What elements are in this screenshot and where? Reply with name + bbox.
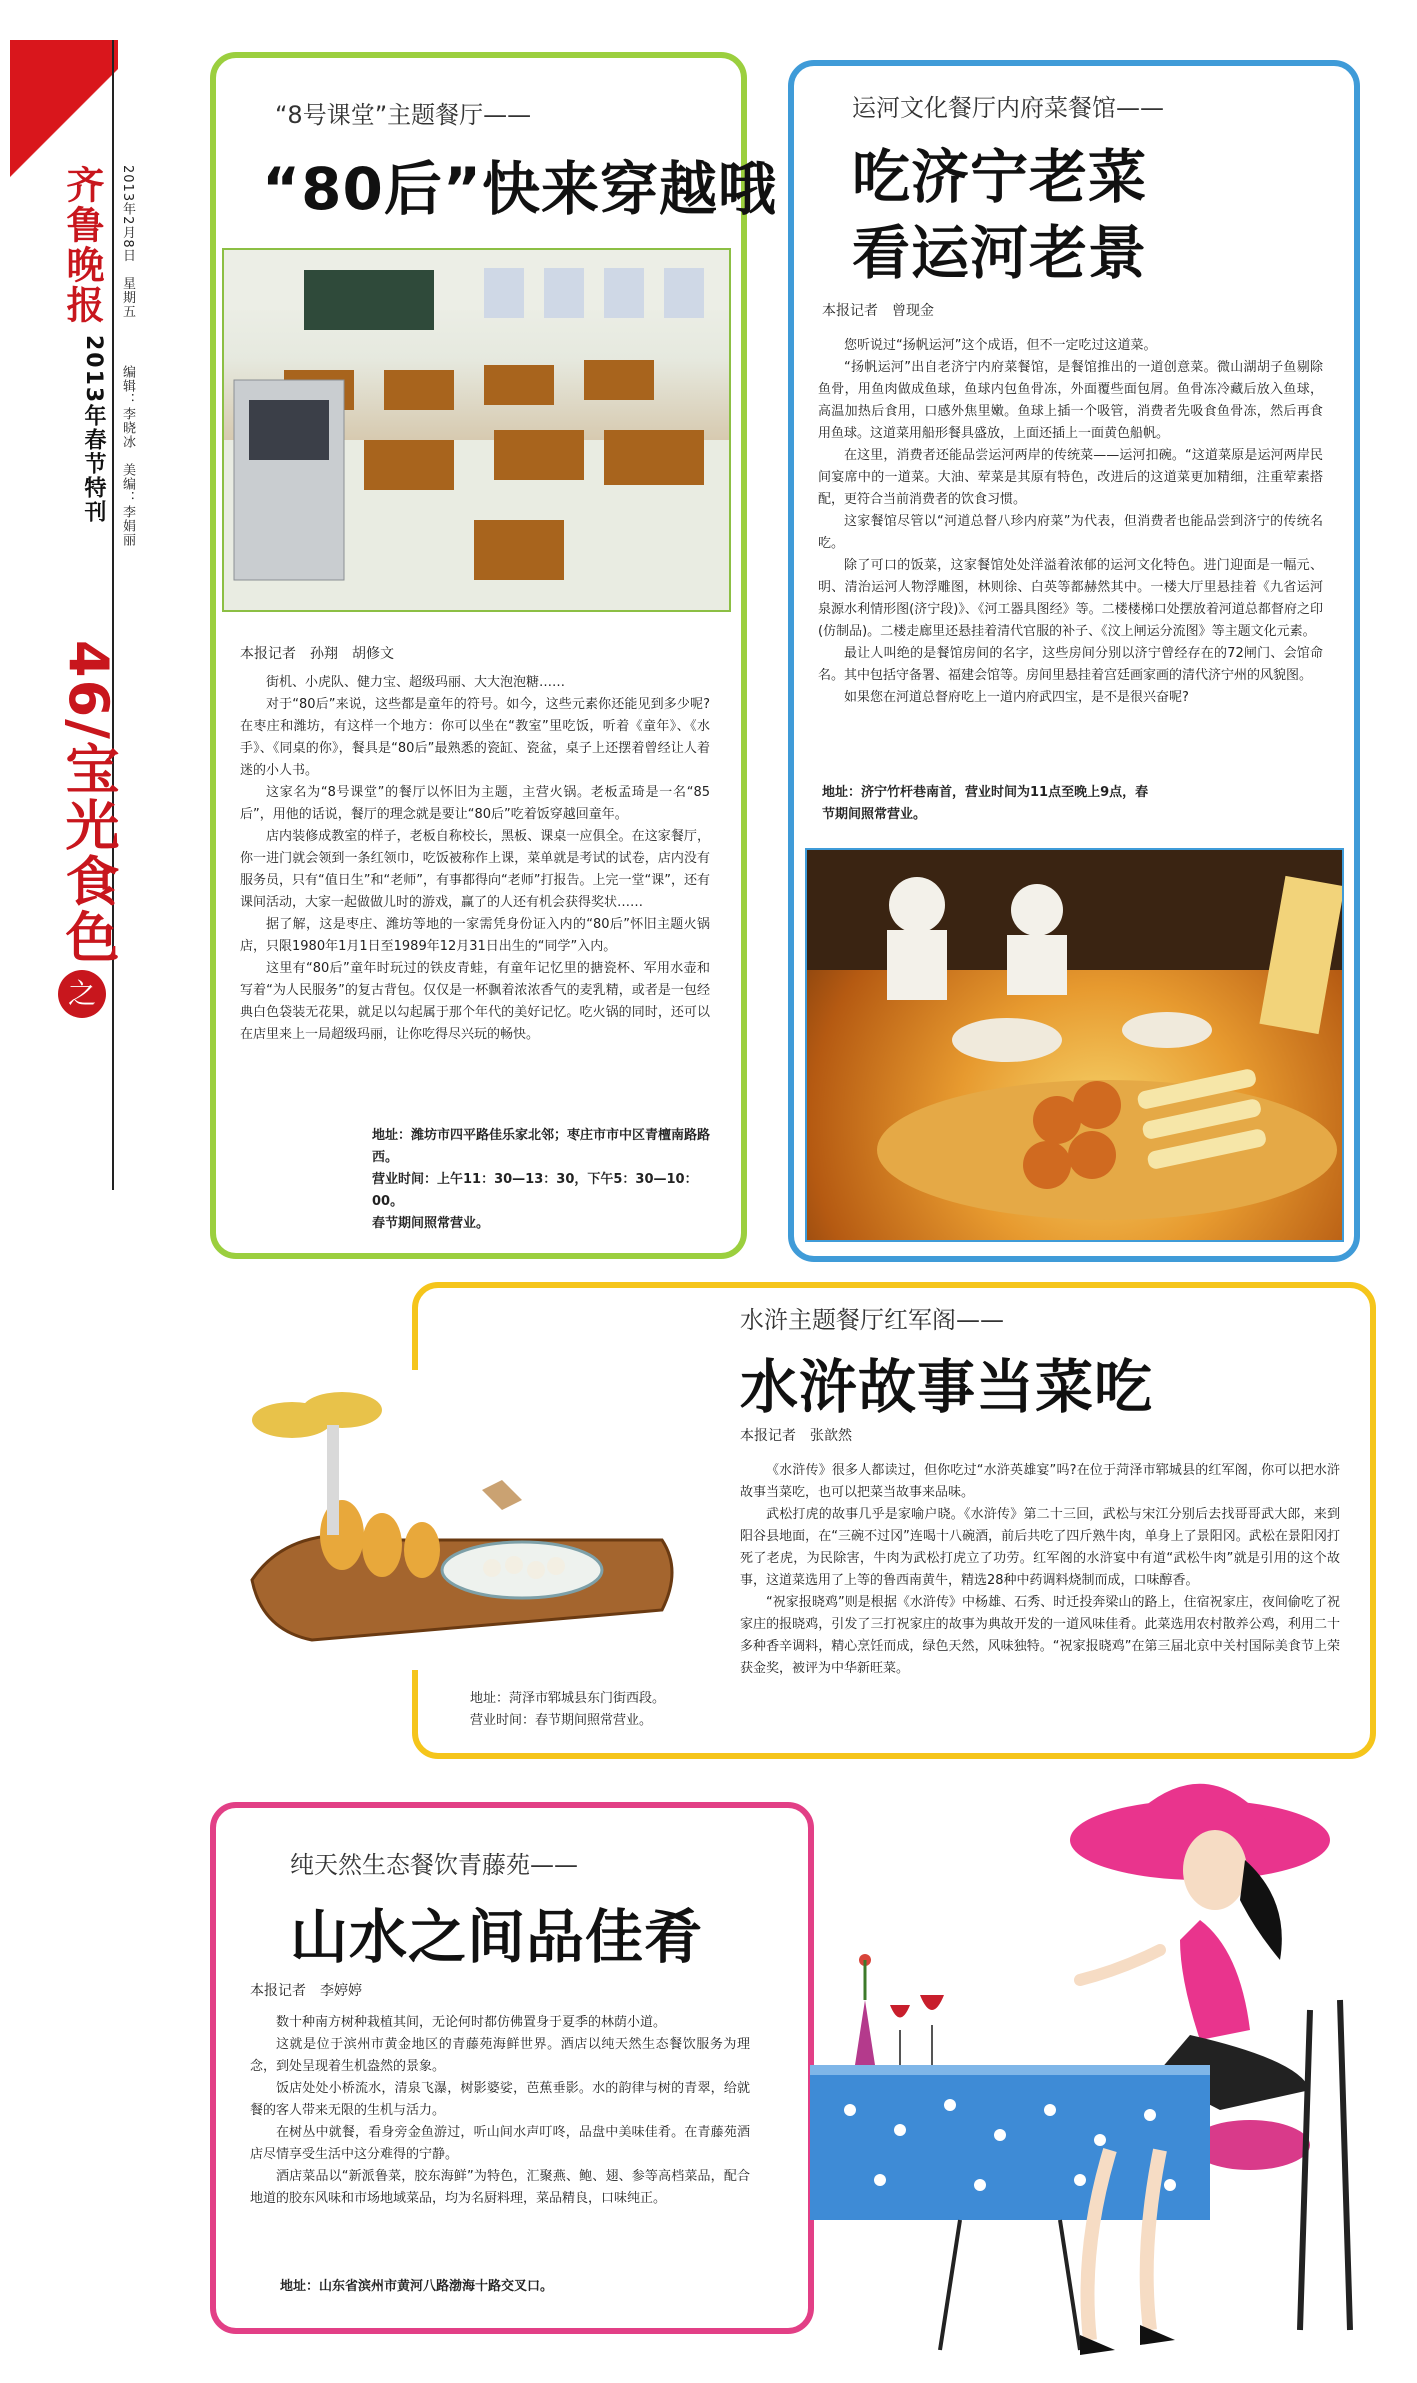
article1-kicker: “8号课堂”主题餐厅—— bbox=[275, 101, 532, 129]
page-section-title: 46/宝光食色 bbox=[57, 640, 120, 965]
article2-byline: 本报记者 曾现金 bbox=[822, 303, 934, 319]
article1-body: 街机、小虎队、健力宝、超级玛丽、大大泡泡糖…… 对于“80后”来说，这些都是童年的符号。如今，这些元素你还能见到多少呢?在枣庄和潍坊，有这样一个地方：你可以坐在“教室”里吃饭，听着《童年》、《水手》、《同桌的你》，餐具是“80后”最熟悉的瓷缸、瓷盆，桌子上还摆着曾经让人着迷的小人书。 这家名为“8号课堂”的餐厅以怀旧为主题，主营火锅。老板孟琦是一名“85后”，用他的话说，餐厅的理念就是要让“80后”吃着饭穿越回童年。 店内装修成教室的样子，老板自称校长，黑板、课桌一应俱全。在这家餐厅，你一进门就会领到一条红领巾，吃饭被称作上课，菜单就是考试的试卷，店内没有服务员，只有“值日生”和“老师”，有事都得向“老师”打报告。上完一堂“课”，还有课间活动，大家一起做做儿时的游戏，赢了的人还有机会获得奖状…… 据了解，这是枣庄、潍坊等地的一家需凭身份证入内的“80后”怀旧主题火锅店，只限1980年1月1日至1989年12月31日出生的“同学”入内。 这里有“80后”童年时玩过的铁皮青蛙，有童年记忆里的搪瓷杯、军用水壶和写着“为人民服务”的复古背包。仅仅是一杯飘着浓浓香气的麦乳精，或者是一包经典白色袋装无花果，就足以勾起属于那个年代的美好记忆。吃火锅的同时，还可以在店里来上一局超级玛丽，让你吃得尽兴玩的畅快。 bbox=[240, 675, 710, 1042]
corner-red-banner bbox=[10, 40, 118, 180]
article2-headline-line1: 吃济宁老菜 bbox=[852, 143, 1148, 211]
article1-byline: 本报记者 孙翔 胡修文 bbox=[240, 646, 394, 662]
article2-address: 地址：济宁竹杆巷南首，营业时间为11点至晚上9点，春节期间照常营业。 bbox=[822, 785, 1149, 822]
article2-headline-line2: 看运河老景 bbox=[852, 219, 1148, 287]
rail-divider bbox=[112, 40, 114, 1190]
article4-address: 地址：山东省滨州市黄河八路渤海十路交叉口。 bbox=[280, 2279, 554, 2294]
article3-headline: 水浒故事当菜吃 bbox=[740, 1353, 1154, 1421]
article3-byline: 本报记者 张歆然 bbox=[740, 1428, 852, 1444]
staff-credits: 编辑：李晓冰 美编：李娟丽 bbox=[120, 365, 135, 547]
article1-headline: “80后”快来穿越哦 bbox=[262, 155, 777, 223]
special-edition-title: 2013年春节特刊 bbox=[81, 335, 106, 525]
canal-dishes-photo bbox=[805, 848, 1344, 1242]
dining-woman-illustration bbox=[780, 1730, 1400, 2370]
woman-table-drawing bbox=[780, 1730, 1400, 2370]
issue-date: 2013年2月8日 星期五 bbox=[120, 165, 135, 319]
masthead-logo: 齐鲁晚报 bbox=[60, 165, 105, 325]
article3-kicker: 水浒主题餐厅红军阁—— bbox=[740, 1306, 1004, 1334]
water-margin-dish-photo bbox=[232, 1370, 687, 1670]
article3-body: 《水浒传》很多人都读过，但你吃过“水浒英雄宴”吗?在位于菏泽市郓城县的红军阁，你可以把水浒故事当菜吃，也可以把菜当故事来品味。 武松打虎的故事几乎是家喻户晓。《水浒传》第二十三回，武松与宋江分别后去找哥哥武大郎，来到阳谷县地面，在“三碗不过冈”连喝十八碗酒，前后共吃了四斤熟牛肉，单身上了景阳冈。武松在景阳冈打死了老虎，为民除害，牛肉为武松打虎立了功劳。红军阁的水浒宴中有道“武松牛肉”就是引用的这个故事，这道菜选用了上等的鲁西南黄牛，精选28种中药调料烧制而成，口味醇香。 “祝家报晓鸡”则是根据《水浒传》中杨雄、石秀、时迁投奔梁山的路上，住宿祝家庄，夜间偷吃了祝家庄的报晓鸡，引发了三打祝家庄的故事为典故开发的一道风味佳肴。此菜选用农村散养公鸡，利用二十多种香辛调料，精心烹饪而成，绿色天然，风味独特。“祝家报晓鸡”在第三届北京中关村国际美食节上荣获金奖，被评为中华新旺菜。 bbox=[740, 1463, 1340, 1676]
article1-address-block: 地址：潍坊市四平路佳乐家北邻；枣庄市市中区青檀南路路西。 营业时间：上午11：30—13：30，下午5：30—10：00。 春节期间照常营业。 bbox=[372, 1128, 711, 1231]
classroom-illustration bbox=[224, 250, 729, 610]
section-icon: 之 bbox=[58, 970, 106, 1018]
carved-dish-illustration bbox=[232, 1370, 687, 1670]
article2-kicker: 运河文化餐厅内府菜餐馆—— bbox=[852, 94, 1164, 122]
classroom-restaurant-photo bbox=[222, 248, 731, 612]
article4-body: 数十种南方树种栽植其间，无论何时都仿佛置身于夏季的林荫小道。 这就是位于滨州市黄金地区的青藤苑海鲜世界。酒店以纯天然生态餐饮服务为理念，到处呈现着生机盎然的景象。 饭店处处小桥流水，清泉飞瀑，树影婆娑，芭蕉垂影。水的韵律与树的青翠，给就餐的客人带来无限的生机与活力。 在树丛中就餐，看身旁金鱼游过，听山间水声叮咚，品盘中美味佳肴。在青藤苑酒店尽情享受生活中这分难得的宁静。 酒店菜品以“新派鲁菜，胶东海鲜”为特色，汇聚燕、鲍、翅、参等高档菜品，配合地道的胶东风味和市场地域菜品，均为名厨料理，菜品精良，口味纯正。 bbox=[250, 2015, 750, 2206]
article4-headline: 山水之间品佳肴 bbox=[290, 1903, 704, 1971]
article2-body: 您听说过“扬帆运河”这个成语，但不一定吃过这道菜。 “扬帆运河”出自老济宁内府菜餐馆，是餐馆推出的一道创意菜。微山湖胡子鱼剔除鱼骨，用鱼肉做成鱼球，鱼球内包鱼骨冻，外面覆些面包屑。鱼骨冻冷藏后放入鱼球，高温加热后食用，口感外焦里嫩。鱼球上插一个吸管，消费者先吸食鱼骨冻，然后再食用鱼球。这道菜用船形餐具盛放，上面还插上一面黄色船帆。 在这里，消费者还能品尝运河两岸的传统菜——运河扣碗。“这道菜原是运河两岸民间宴席中的一道菜。大油、荤菜是其原有特色，改进后的这道菜更加精细，注重荤素搭配，更符合当前消费者的饮食习惯。 这家餐馆尽管以“河道总督八珍内府菜”为代表，但消费者也能品尝到济宁的传统名吃。 除了可口的饭菜，这家餐馆处处洋溢着浓郁的运河文化特色。进门迎面是一幅元、明、清治运河人物浮雕图，林则徐、白英等都赫然其中。一楼大厅里悬挂着《九省运河泉源水利情形图(济宁段)》、《河工器具图经》等。二楼楼梯口处摆放着河道总都督府之印(仿制品)。二楼走廊里还悬挂着清代官服的补子、《汶上闸运分流图》等主题文化元素。 最让人叫绝的是餐馆房间的名字，这些房间分别以济宁曾经存在的72闸门、会馆命名。其中包括守备署、福建会馆等。房间里悬挂着宫廷画家画的清代济宁州的风貌图。 如果您在河道总督府吃上一道内府武四宝，是不是很兴奋呢? bbox=[818, 338, 1323, 705]
article4-byline: 本报记者 李婷婷 bbox=[250, 1983, 362, 1999]
article4-kicker: 纯天然生态餐饮青藤苑—— bbox=[290, 1851, 578, 1879]
article3-address-block: 地址：菏泽市郓城县东门街西段。 营业时间：春节期间照常营业。 bbox=[470, 1691, 666, 1728]
dishes-illustration bbox=[807, 850, 1342, 1240]
